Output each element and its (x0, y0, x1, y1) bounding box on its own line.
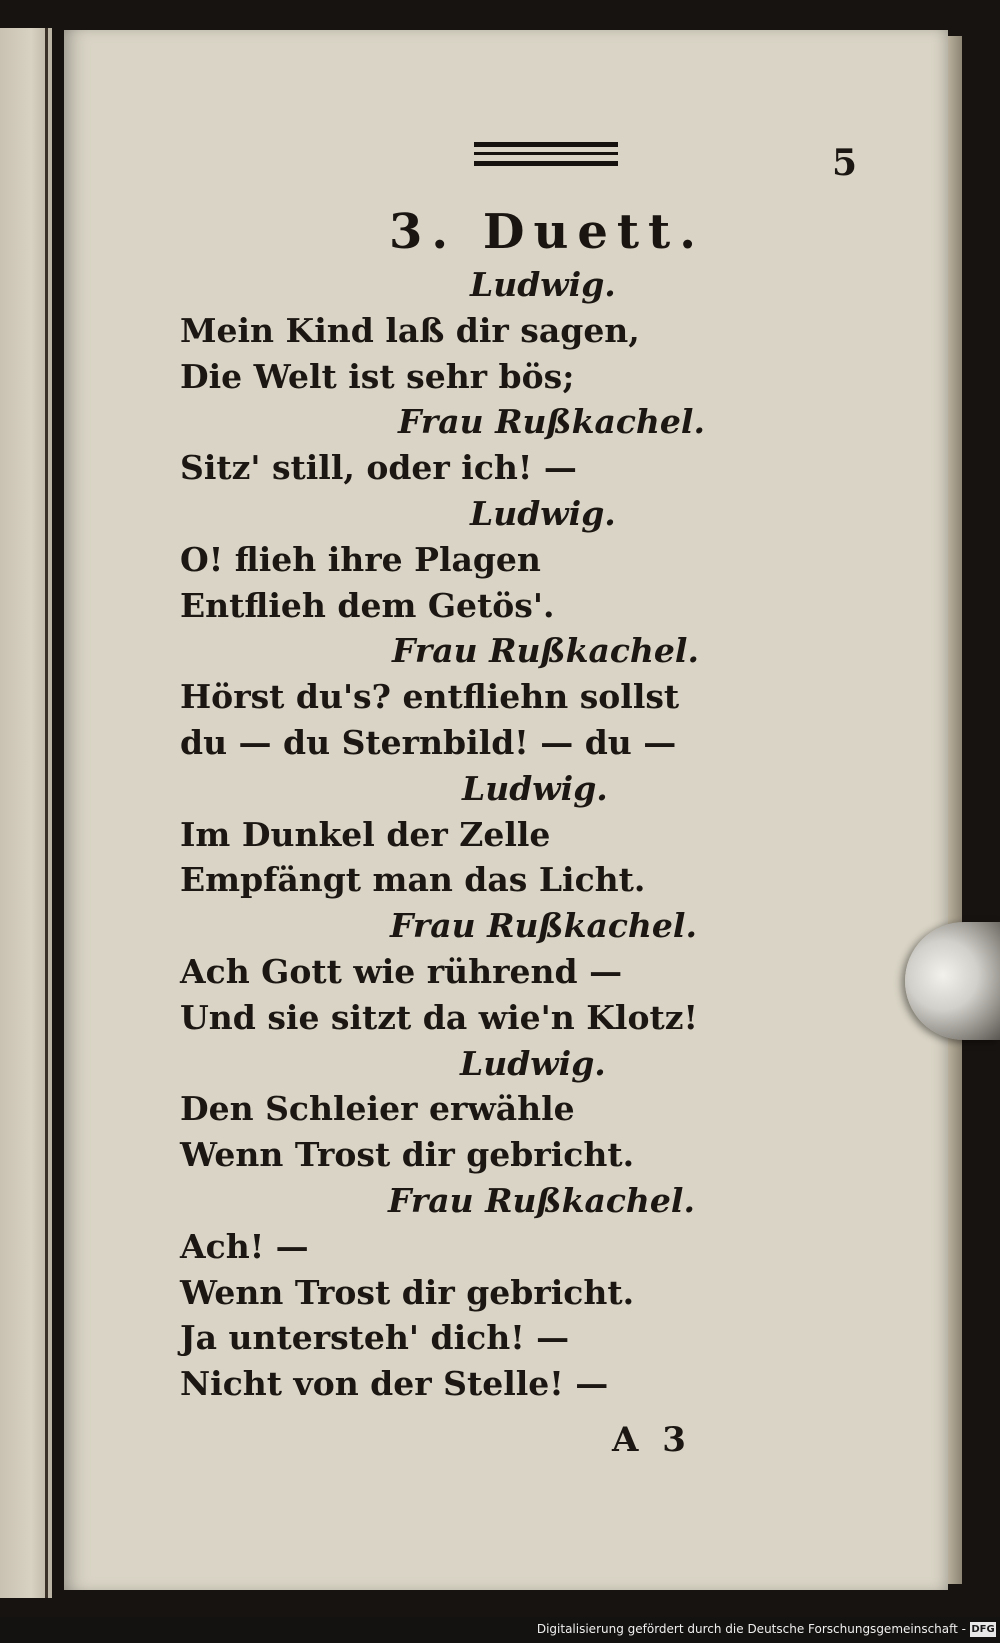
verse-line: Sitz' still, oder ich! — (180, 448, 577, 488)
book-spine (45, 28, 48, 1598)
speaker-name: Ludwig. (470, 493, 616, 533)
verse-line: Nicht von der Stelle! — (180, 1364, 609, 1404)
verse-line: Wenn Trost dir gebricht. (180, 1272, 635, 1312)
book-page (64, 30, 948, 1590)
facing-page-edge (0, 28, 52, 1598)
verse-line: O! flieh ihre Plagen (180, 539, 541, 579)
verse-line: Die Welt ist sehr bös; (180, 356, 575, 396)
verse-text (180, 262, 900, 1407)
speaker-name: Frau Rußkachel. (392, 631, 699, 671)
verse-line: Ach Gott wie rührend — (180, 951, 623, 991)
signature-mark: A 3 (612, 1420, 692, 1460)
speaker-name: Ludwig. (462, 768, 608, 808)
header-rule (474, 142, 618, 147)
verse-line: Im Dunkel der Zelle (180, 814, 551, 854)
section-title: 3. Duett. (389, 204, 705, 260)
header-rule (474, 161, 618, 166)
verse-line: Empfängt man das Licht. (180, 860, 646, 900)
speaker-name: Ludwig. (470, 265, 616, 304)
verse-line: Ach! — (180, 1226, 309, 1266)
funding-note: Digitalisierung gefördert durch die Deutsche Forschungsgemeinschaft - (536, 1622, 966, 1636)
speaker-name: Frau Rußkachel. (398, 402, 705, 442)
verse-line: Entflieh dem Getös'. (180, 585, 555, 625)
verse-line: du — du Sternbild! — du — (180, 722, 677, 762)
verse-line: Ja untersteh' dich! — (180, 1318, 570, 1358)
speaker-name: Frau Rußkachel. (388, 1180, 695, 1220)
header-rule (474, 152, 618, 155)
dfg-logo: DFG (971, 1624, 995, 1635)
page-edge (948, 36, 962, 1584)
page-number: 5 (832, 142, 858, 184)
verse-line: Und sie sitzt da wie'n Klotz! (180, 997, 698, 1037)
verse-line: Den Schleier erwähle (180, 1089, 575, 1129)
verse-line: Mein Kind laß dir sagen, (180, 310, 640, 350)
verse-line: Wenn Trost dir gebricht. (180, 1135, 635, 1175)
verse-line: Hörst du's? entfliehn sollst (180, 677, 680, 717)
speaker-name: Frau Rußkachel. (390, 906, 697, 946)
speaker-name: Ludwig. (460, 1043, 606, 1083)
